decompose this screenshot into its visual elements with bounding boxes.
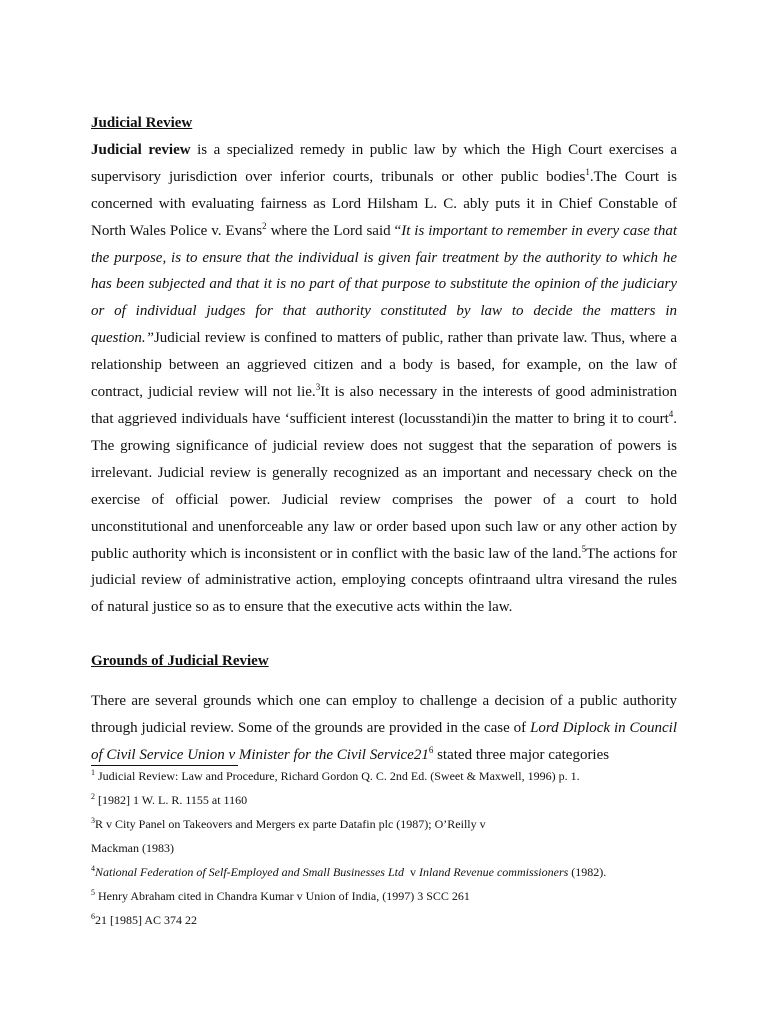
paragraph-grounds: There are several grounds which one can employ to challenge a decision of a public authority through judicial review. Some of the grounds are provided in the case of Lord Diplock in Council of Civil Service Union v Minister for the Civil $Service21^6$ stated three major categories — [91, 693, 678, 763]
footnote-ref-3[interactable]: 3 — [315, 382, 321, 393]
footnote-separator — [91, 765, 238, 766]
footnote-ref-5[interactable]: 5 — [581, 543, 587, 554]
footnote-ref-1[interactable]: 1 — [585, 166, 590, 177]
section-heading-grounds: Grounds of Judicial Review — [91, 653, 269, 670]
section-heading-judicial-review: Judicial Review — [91, 115, 193, 131]
footnote-5: $^5$ Henry Abraham cited in Chandra Kumar v Union of India, (1997) 3 SCC 261 — [91, 888, 470, 903]
footnote-ref-2[interactable]: 2 — [262, 220, 267, 231]
footnotes — [91, 769, 691, 928]
footnote-1: $^1$ Judicial Review: Law and Procedure, Richard Gordon Q. C. 2nd Ed. (Sweet & Maxwell, 1996) p. 1. — [91, 768, 580, 783]
body-text — [91, 110, 677, 769]
spacer — [91, 621, 677, 648]
case-citation: Lord Diplock in Council of Civil Service Union v Minister for the Civil Service21 — [91, 719, 678, 763]
footnote-6: $^6$21 [1985] AC 374 22 — [91, 912, 197, 927]
footnote-4: $^4$National Federation of Self-Employed and Small Businesses Ltd v Inland Revenue commissioners (1982). — [91, 864, 607, 879]
footnote-3: $^3$R v City Panel on Takeovers and Mergers ex parte Datafin plc (1987); O’Reilly v — [91, 816, 486, 831]
footnote-ref-4[interactable]: 4 — [668, 408, 674, 419]
paragraph-judicial-review: Judicial review is a specialized remedy in public law by which the High Court exercises a supervisory jurisdiction over inferior courts, tribunals or other public bodies$^1$.The Court is concerned with evaluating fairness as Lord Hilsham L. C. ably puts it in Chief Constable of North Wales Police v. Evans$^2$ where the Lord said “It is important to remember in every case that the purpose, is to ensure that the individual is given fair treatment by the authority to which he has been subjected and that it is no part of that purpose to substitute the opinion of the judiciary or of individual judges for that authority constituted by law to decide the matters in question.”Judicial review is confined to matters of public, rather than private law. Thus, where a relationship between an aggrieved citizen and a body is based, for example, on the law of contract, judicial review will not lie.$^3$It is also necessary in the interests of good administration that aggrieved individuals have ‘sufficient interest (locusstandi)in the matter to bring it to court$^4$. The growing significance of judicial review does not suggest that the separation of powers is irrelevant. Judicial review is generally recognized as an important and necessary check on the exercise of official power. Judicial review comprises the power of a court to hold unconstitutional and unenforceable any law or order based upon such law or any other action by public authority which is inconsistent or in conflict with the basic law of the land.$^5$The actions for judicial review of administrative action, employing concepts ofintraand ultra viresand the rules of natural justice so as to ensure that the executive acts within the law. — [91, 141, 678, 616]
footnote-2: $^2$ [1982] 1 W. L. R. 1155 at 1160 — [91, 792, 248, 807]
footnote-3-continued: Mackman (1983) — [91, 841, 174, 855]
quotation: It is important to remember in every case that the purpose, is to ensure that the individual is given fair treatment by the authority to which he has been subjected and that it is no part of that purpose to substitute the opinion of the judiciary or of individual judges for that authority constituted by law to decide the matters in question.” — [91, 222, 678, 347]
lead-term: Judicial review — [91, 141, 191, 158]
footnote-ref-6[interactable]: 6 — [428, 744, 434, 755]
